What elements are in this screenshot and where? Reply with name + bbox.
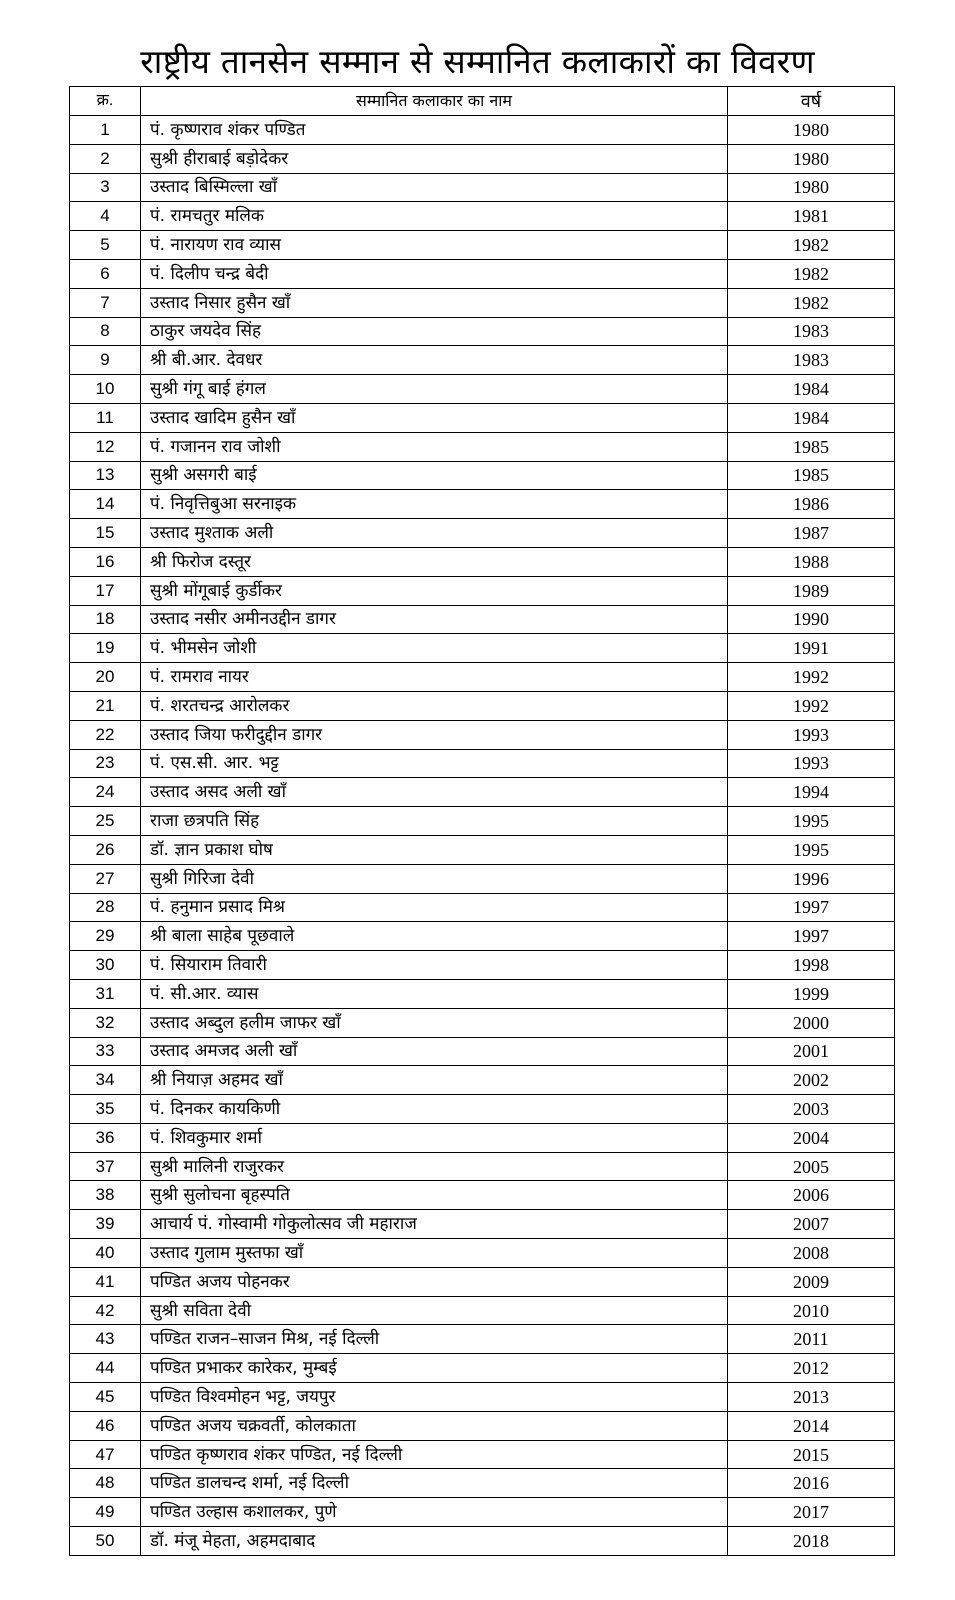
row-artist-name: उस्ताद खादिम हुसैन खाँ — [141, 403, 728, 432]
row-serial-number: 12 — [70, 432, 141, 461]
row-year: 2005 — [728, 1152, 895, 1181]
row-serial-number: 2 — [70, 144, 141, 173]
table-row — [70, 893, 895, 922]
table-row — [70, 1095, 895, 1124]
row-year: 2001 — [728, 1037, 895, 1066]
row-year: 1997 — [728, 922, 895, 951]
row-year: 1984 — [728, 403, 895, 432]
row-artist-name: उस्ताद अमजद अली खाँ — [141, 1037, 728, 1066]
row-serial-number: 39 — [70, 1210, 141, 1239]
row-artist-name: श्री बाला साहेब पूछवाले — [141, 922, 728, 951]
row-serial-number: 14 — [70, 490, 141, 519]
row-serial-number: 32 — [70, 1008, 141, 1037]
row-serial-number: 10 — [70, 375, 141, 404]
row-year: 1992 — [728, 663, 895, 692]
row-serial-number: 30 — [70, 951, 141, 980]
row-year: 2000 — [728, 1008, 895, 1037]
table-row — [70, 634, 895, 663]
row-year: 1995 — [728, 835, 895, 864]
row-serial-number: 1 — [70, 116, 141, 145]
table-row — [70, 1440, 895, 1469]
row-artist-name: पण्डित उल्हास कशालकर, पुणे — [141, 1498, 728, 1527]
table-header-row — [70, 87, 895, 116]
row-artist-name: उस्ताद अब्दुल हलीम जाफर खाँ — [141, 1008, 728, 1037]
row-artist-name: श्री फिरोज दस्तूर — [141, 547, 728, 576]
table-row — [70, 259, 895, 288]
row-serial-number: 13 — [70, 461, 141, 490]
row-artist-name: पं. भीमसेन जोशी — [141, 634, 728, 663]
table-row — [70, 1354, 895, 1383]
table-row — [70, 317, 895, 346]
row-artist-name: पं. हनुमान प्रसाद मिश्र — [141, 893, 728, 922]
table-row — [70, 1498, 895, 1527]
table-row — [70, 1037, 895, 1066]
row-year: 1983 — [728, 346, 895, 375]
row-artist-name: श्री नियाज़ अहमद खाँ — [141, 1066, 728, 1095]
row-artist-name: पं. सियाराम तिवारी — [141, 951, 728, 980]
table-row — [70, 1527, 895, 1556]
row-serial-number: 23 — [70, 749, 141, 778]
row-serial-number: 20 — [70, 663, 141, 692]
row-artist-name: आचार्य पं. गोस्वामी गोकुलोत्सव जी महाराज — [141, 1210, 728, 1239]
row-year: 2012 — [728, 1354, 895, 1383]
table-row — [70, 144, 895, 173]
row-year: 1981 — [728, 202, 895, 231]
row-artist-name: सुश्री गिरिजा देवी — [141, 864, 728, 893]
row-year: 1995 — [728, 807, 895, 836]
row-serial-number: 16 — [70, 547, 141, 576]
row-serial-number: 19 — [70, 634, 141, 663]
table-row — [70, 720, 895, 749]
table-row — [70, 403, 895, 432]
row-artist-name: पण्डित अजय पोहनकर — [141, 1267, 728, 1296]
row-year: 2011 — [728, 1325, 895, 1354]
row-serial-number: 36 — [70, 1123, 141, 1152]
row-artist-name: सुश्री मोंगूबाई कुर्डीकर — [141, 576, 728, 605]
row-artist-name: पं. रामचतुर मलिक — [141, 202, 728, 231]
table-row — [70, 835, 895, 864]
row-serial-number: 22 — [70, 720, 141, 749]
row-year: 2009 — [728, 1267, 895, 1296]
table-row — [70, 1152, 895, 1181]
row-year: 1985 — [728, 461, 895, 490]
row-year: 1999 — [728, 979, 895, 1008]
awardees-table — [69, 86, 895, 1556]
row-serial-number: 21 — [70, 691, 141, 720]
row-year: 1980 — [728, 173, 895, 202]
row-year: 1991 — [728, 634, 895, 663]
row-serial-number: 31 — [70, 979, 141, 1008]
row-year: 2006 — [728, 1181, 895, 1210]
row-year: 2018 — [728, 1527, 895, 1556]
table-row — [70, 173, 895, 202]
row-serial-number: 37 — [70, 1152, 141, 1181]
row-artist-name: श्री बी.आर. देवधर — [141, 346, 728, 375]
row-serial-number: 42 — [70, 1296, 141, 1325]
table-row — [70, 1411, 895, 1440]
table-row — [70, 1267, 895, 1296]
row-year: 1987 — [728, 519, 895, 548]
row-year: 2008 — [728, 1239, 895, 1268]
row-year: 1990 — [728, 605, 895, 634]
table-row — [70, 116, 895, 145]
table-row — [70, 1296, 895, 1325]
table-row — [70, 547, 895, 576]
row-serial-number: 28 — [70, 893, 141, 922]
row-year: 1994 — [728, 778, 895, 807]
row-artist-name: पं. शिवकुमार शर्मा — [141, 1123, 728, 1152]
table-row — [70, 1210, 895, 1239]
row-year: 1992 — [728, 691, 895, 720]
row-artist-name: पण्डित डालचन्द शर्मा, नई दिल्ली — [141, 1469, 728, 1498]
table-row — [70, 1008, 895, 1037]
table-row — [70, 346, 895, 375]
row-artist-name: पण्डित अजय चक्रवर्ती, कोलकाता — [141, 1411, 728, 1440]
row-artist-name: उस्ताद असद अली खाँ — [141, 778, 728, 807]
table-row — [70, 663, 895, 692]
row-serial-number: 26 — [70, 835, 141, 864]
table-row — [70, 749, 895, 778]
row-year: 1984 — [728, 375, 895, 404]
table-row — [70, 1181, 895, 1210]
table-row — [70, 1066, 895, 1095]
row-serial-number: 9 — [70, 346, 141, 375]
header-artist-name: सम्मानित कलाकार का नाम — [141, 87, 728, 116]
row-artist-name: उस्ताद निसार हुसैन खाँ — [141, 288, 728, 317]
row-year: 1988 — [728, 547, 895, 576]
row-year: 2017 — [728, 1498, 895, 1527]
row-serial-number: 4 — [70, 202, 141, 231]
row-artist-name: पं. दिलीप चन्द्र बेदी — [141, 259, 728, 288]
row-serial-number: 25 — [70, 807, 141, 836]
row-year: 2002 — [728, 1066, 895, 1095]
row-year: 1996 — [728, 864, 895, 893]
table-row — [70, 605, 895, 634]
row-year: 2016 — [728, 1469, 895, 1498]
row-artist-name: उस्ताद गुलाम मुस्तफा खाँ — [141, 1239, 728, 1268]
table-row — [70, 432, 895, 461]
row-serial-number: 8 — [70, 317, 141, 346]
row-artist-name: पं. सी.आर. व्यास — [141, 979, 728, 1008]
row-artist-name: सुश्री हीराबाई बड़ोदेकर — [141, 144, 728, 173]
row-artist-name: पं. एस.सी. आर. भट्ट — [141, 749, 728, 778]
row-year: 1982 — [728, 231, 895, 260]
row-artist-name: पं. कृष्णराव शंकर पण्डित — [141, 116, 728, 145]
row-artist-name: पं. रामराव नायर — [141, 663, 728, 692]
row-artist-name: डॉ. ज्ञान प्रकाश घोष — [141, 835, 728, 864]
row-artist-name: सुश्री असगरी बाई — [141, 461, 728, 490]
table-row — [70, 576, 895, 605]
row-year: 2013 — [728, 1383, 895, 1412]
row-artist-name: सुश्री गंगू बाई हंगल — [141, 375, 728, 404]
table-row — [70, 1383, 895, 1412]
row-serial-number: 50 — [70, 1527, 141, 1556]
table-row — [70, 979, 895, 1008]
row-serial-number: 18 — [70, 605, 141, 634]
row-year: 1982 — [728, 288, 895, 317]
row-serial-number: 11 — [70, 403, 141, 432]
table-row — [70, 864, 895, 893]
row-serial-number: 47 — [70, 1440, 141, 1469]
table-row — [70, 519, 895, 548]
row-year: 2015 — [728, 1440, 895, 1469]
row-year: 1993 — [728, 720, 895, 749]
table-row — [70, 778, 895, 807]
row-year: 2004 — [728, 1123, 895, 1152]
table-row — [70, 1325, 895, 1354]
row-serial-number: 41 — [70, 1267, 141, 1296]
row-serial-number: 17 — [70, 576, 141, 605]
row-artist-name: पं. दिनकर कायकिणी — [141, 1095, 728, 1124]
row-serial-number: 34 — [70, 1066, 141, 1095]
table-row — [70, 691, 895, 720]
row-artist-name: उस्ताद नसीर अमीनउद्दीन डागर — [141, 605, 728, 634]
row-artist-name: पण्डित प्रभाकर कारेकर, मुम्बई — [141, 1354, 728, 1383]
row-artist-name: सुश्री सुलोचना बृहस्पति — [141, 1181, 728, 1210]
row-artist-name: सुश्री सविता देवी — [141, 1296, 728, 1325]
row-serial-number: 33 — [70, 1037, 141, 1066]
row-serial-number: 3 — [70, 173, 141, 202]
row-serial-number: 40 — [70, 1239, 141, 1268]
row-year: 1998 — [728, 951, 895, 980]
row-artist-name: पं. निवृत्तिबुआ सरनाइक — [141, 490, 728, 519]
table-row — [70, 202, 895, 231]
row-serial-number: 45 — [70, 1383, 141, 1412]
row-artist-name: उस्ताद मुश्ताक अली — [141, 519, 728, 548]
table-row — [70, 951, 895, 980]
row-year: 1993 — [728, 749, 895, 778]
row-serial-number: 7 — [70, 288, 141, 317]
row-serial-number: 24 — [70, 778, 141, 807]
table-row — [70, 1123, 895, 1152]
row-year: 1989 — [728, 576, 895, 605]
table-row — [70, 461, 895, 490]
table-row — [70, 375, 895, 404]
row-serial-number: 5 — [70, 231, 141, 260]
row-year: 1997 — [728, 893, 895, 922]
table-row — [70, 288, 895, 317]
row-serial-number: 43 — [70, 1325, 141, 1354]
table-row — [70, 807, 895, 836]
row-year: 1985 — [728, 432, 895, 461]
row-artist-name: पण्डित राजन–साजन मिश्र, नई दिल्ली — [141, 1325, 728, 1354]
row-serial-number: 29 — [70, 922, 141, 951]
header-year: वर्ष — [728, 87, 895, 116]
table-row — [70, 1239, 895, 1268]
row-artist-name: पं. गजानन राव जोशी — [141, 432, 728, 461]
row-year: 2003 — [728, 1095, 895, 1124]
table-row — [70, 231, 895, 260]
row-artist-name: डॉ. मंजू मेहता, अहमदाबाद — [141, 1527, 728, 1556]
row-serial-number: 38 — [70, 1181, 141, 1210]
row-artist-name: उस्ताद बिस्मिल्ला खाँ — [141, 173, 728, 202]
row-serial-number: 15 — [70, 519, 141, 548]
row-artist-name: पं. नारायण राव व्यास — [141, 231, 728, 260]
row-year: 1980 — [728, 144, 895, 173]
page-title: राष्ट्रीय तानसेन सम्मान से सम्मानित कलाकारों का विवरण — [140, 42, 815, 81]
row-year: 2010 — [728, 1296, 895, 1325]
row-artist-name: सुश्री मालिनी राजुरकर — [141, 1152, 728, 1181]
row-serial-number: 27 — [70, 864, 141, 893]
row-year: 1982 — [728, 259, 895, 288]
row-artist-name: पण्डित विश्वमोहन भट्ट, जयपुर — [141, 1383, 728, 1412]
row-serial-number: 46 — [70, 1411, 141, 1440]
table-row — [70, 1469, 895, 1498]
header-serial-number: क्र. — [70, 87, 141, 116]
row-year: 1983 — [728, 317, 895, 346]
row-serial-number: 49 — [70, 1498, 141, 1527]
row-artist-name: पण्डित कृष्णराव शंकर पण्डित, नई दिल्ली — [141, 1440, 728, 1469]
table-row — [70, 490, 895, 519]
row-artist-name: पं. शरतचन्द्र आरोलकर — [141, 691, 728, 720]
table-row — [70, 922, 895, 951]
row-artist-name: ठाकुर जयदेव सिंह — [141, 317, 728, 346]
row-artist-name: उस्ताद जिया फरीदुद्दीन डागर — [141, 720, 728, 749]
row-serial-number: 48 — [70, 1469, 141, 1498]
row-serial-number: 6 — [70, 259, 141, 288]
row-artist-name: राजा छत्रपति सिंह — [141, 807, 728, 836]
table-body — [70, 116, 895, 1556]
row-year: 2014 — [728, 1411, 895, 1440]
row-serial-number: 44 — [70, 1354, 141, 1383]
row-year: 2007 — [728, 1210, 895, 1239]
row-year: 1980 — [728, 116, 895, 145]
row-year: 1986 — [728, 490, 895, 519]
row-serial-number: 35 — [70, 1095, 141, 1124]
